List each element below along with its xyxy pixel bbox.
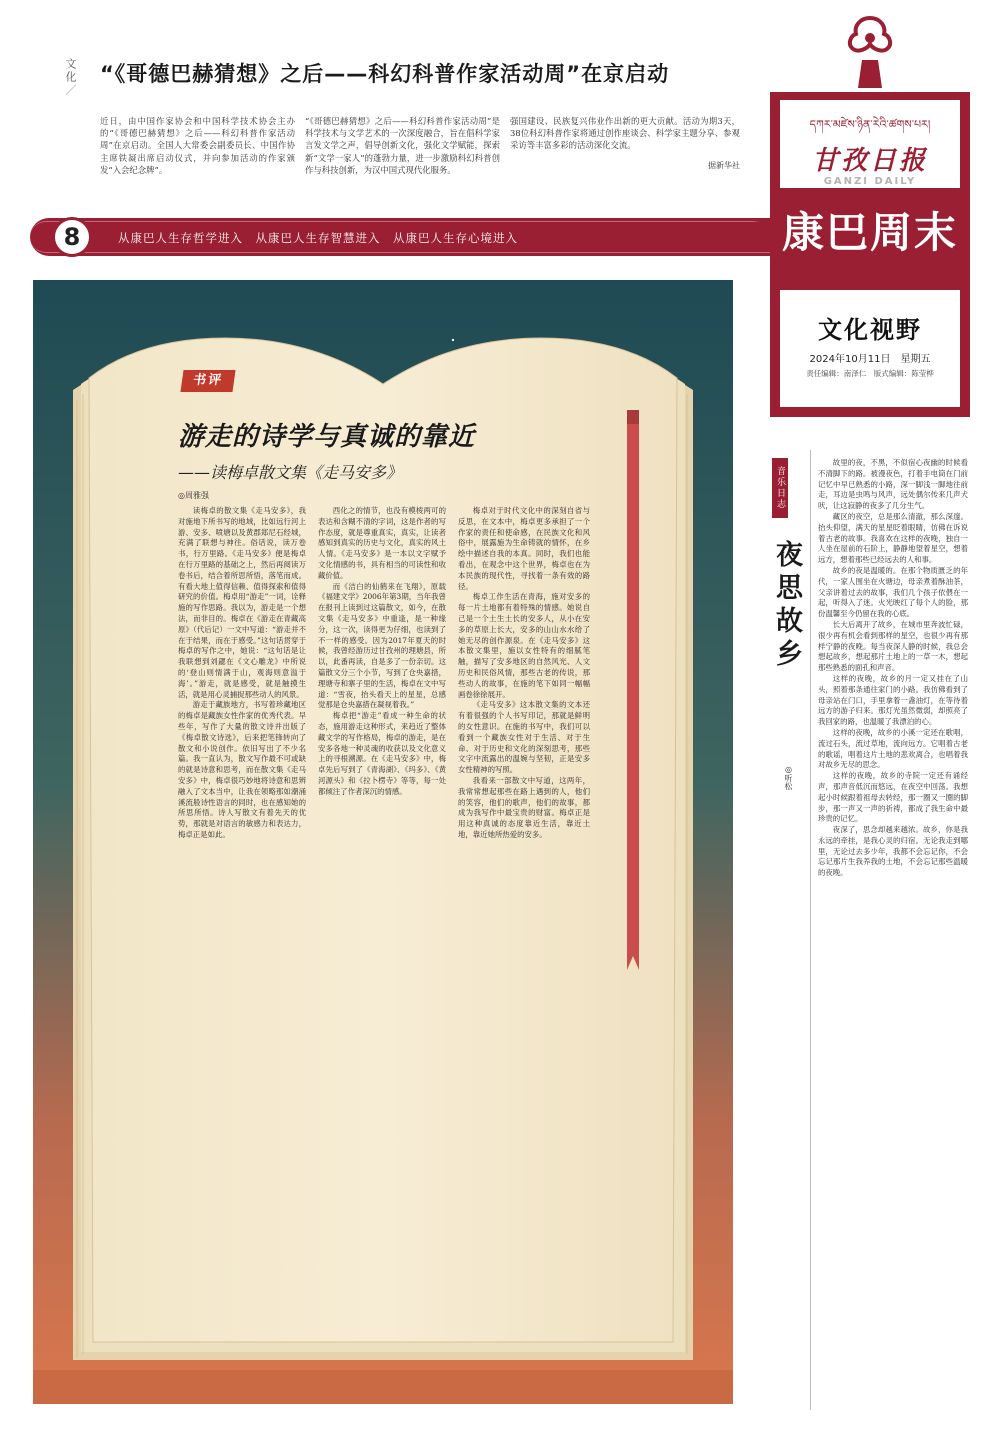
section-tag: 文化／ [64, 58, 77, 97]
essay-paragraph: 这样的夜晚，故乡的寺院一定还有诵经声，那声音低沉而悠远，在夜空中回荡。我想起小时候跟着祖母去转经，那一圈又一圈的脚步，那一声又一声的祈祷，都成了我生命中最珍贵的记忆。 [818, 771, 968, 824]
feature-paragraph: 西化之的情节，也没有模棱两可的表达和含糊不清的字词，这是作者的写作态度，就是尊重真实，真实，让读者感知到真实的历史与文化，真实的风土人情。《走马安多》是一本以文字赋予文化情感的书，具有相当的可读性和收藏价值。 [318, 506, 446, 580]
banner-slogan: 从康巴人生存哲学进入 从康巴人生存智慧进入 从康巴人生存心境进入 [118, 231, 518, 245]
essay-paragraph: 这样的夜晚，故乡的小溪一定还在歌唱，流过石头，流过草地，流向远方。它唱着古老的歌谣，唱着这片土地的悲欢离合，也唱着我对故乡无尽的思念。 [818, 727, 968, 770]
essay-paragraph: 故里的夜，不黑，不似宿心夜幽的时候看不清脚下的路。被漫夜色，打着手电筒在门前记忆中早已熟悉的小路，深一脚浅一脚地往前走，耳边是虫鸣与风声，远处偶尔传来几声犬吠，让这寂静的夜多了几分生气。 [818, 458, 968, 511]
endless-knot-logo-icon [842, 14, 898, 92]
feature-title: 游走的诗学与真诚的靠近 [178, 422, 476, 452]
top-article-column-1: 近日，由中国作家协会和中国科学技术协会主办的“《哥德巴赫猜想》之后——科幻科普作家活动周”在京启动。全国人大常委会副委员长、中国作协主席铁凝出席启动仪式，并向参加活动的作家颁发“入会纪念牌”。 [100, 116, 295, 175]
top-headline: “《哥德巴赫猜想》之后——科幻科普作家活动周”在京启动 [100, 62, 670, 86]
section-name: 文化视野 [818, 316, 922, 344]
issue-date: 2024年10月11日 星期五 [809, 354, 931, 365]
feature-paragraph: 《走马安多》这本散文集的文本还有着很强的个人书写印记，那就是鲜明的女性意识。在施的书写中，我们可以看到一个藏族女性对于生活、对于生命、对于历史和文化的深刻思考，那些文字中流露出的温婉与坚韧，正是安多女性精神的写照。 [458, 700, 590, 775]
feature-paragraph: 而《洁白的仙鹤来在飞翔》，原载《福建文学》2006年第3期，当年我曾在报刊上读到过这篇散文，如今，在散文集《走马安多》中重逢，是一种缘分，这一次，读得更为仔细，也读到了不一样的感受。因为2017年夏天的时候，我曾经游历过甘孜州的理塘县，所以，此番再读，自是多了一份亲切。这篇散文分三个小节，写到了仓央嘉措，理塘寺和寨子里的生活，梅卓在文中写道：“雪夜，抬头看天上的星星，总感觉那是仓央嘉措在凝视着我。” [318, 581, 446, 710]
feature-column-1 [178, 506, 306, 1361]
top-article-source: 据新华社 [708, 161, 740, 170]
essay-paragraph: 这样的夜晚，故乡的月一定又挂在了山头，照着那条通往家门的小路。我仿佛看到了母亲站在门口，手里拿着一盏油灯，在等待着远方的游子归来。那灯光虽然微弱，却照亮了我回家的路，也温暖了我漂泊的心。 [818, 673, 968, 727]
top-article-column-2: “《哥德巴赫猜想》之后——科幻科普作家活动周”是科学技术与文学艺术的一次深度融合，旨在倡科学家言发文学之声，倡导创新文化，强化文学赋能，探索新“文学一家人”的蓬勃力量，进一步激励科幻科普创作与科技创新，为汉中国式现代化服务。 [305, 116, 500, 175]
top-article-column-3: 强国建设、民族复兴伟业作出新的更大贡献。活动为期3天，38位科幻科普作家将通过创作座谈会、科学家主题分享、参观采访等丰富多彩的活动深化交流。 [510, 116, 740, 151]
feature-paragraph: 游走于藏族地方，书写着珍藏地区的梅卓是藏族女性作家的优秀代表。早些年，写作了大量的散文诗并出版了《梅卓散文诗选》，后来把笔锋转向了散文和小说创作。依旧写出了不少名篇。我一直认为，散文写作最不可或缺的就是诗意和思考，而在散文集《走马安多》中，梅卓很巧妙地将诗意和思辨融入了文本当中，让我在领略那如潮涌溪流般诗性语言的同时，也在感知她的所思所悟。诗人写散文有着先天的优势，那就是对语言的敏感力和表达力，梅卓正是如此。 [178, 700, 306, 839]
paper-name-english: GANZI DAILY [823, 176, 917, 187]
music-diary-tag: 音乐日志 [772, 458, 788, 518]
essay-paragraph: 夜深了，思念却越来越浓。故乡，你是我永远的牵挂，是我心灵的归宿。无论我走到哪里，无论过去多少年，我都不会忘记你，不会忘记那片生我养我的土地，不会忘记那些温暖的夜晚。 [818, 825, 968, 878]
feature-paragraph: 读梅卓的散文集《走马安多》，我对施地下所书写的地域，比如远行河上游、安多、喷塘以及黄郡郑尼石经城，充满了联想与神往。俗话说，读万卷书，行万里路。《走马安多》便是梅卓在行万里路的基础之上，然后再阅读万卷书后，结合着所思所悟，落笔而成。有看大地上值得信赖、值得探索和值得研究的价值。梅卓用“游走”一词，诠释施的写作思路。我以为，游走是一个想法，而非目的。梅卓在《游走在青藏高原》（代后记）一文中写道：“游走并不在于结果，而在于感受。”这句话贯穿于梅卓的写作之中，她说：“这句话是让我联想到刘勰在《文心雕龙》中所说的‘登山则情满于山，观海则意溢于海’。”游走，就是感受，就是触摸生活，就是用心灵捕捉那些动人的风景。 [178, 506, 306, 699]
feature-subtitle: ——读梅卓散文集《走马安多》 [178, 463, 403, 482]
weekly-title: 康巴周末 [781, 208, 958, 257]
essay-body [818, 458, 968, 1410]
feature-paragraph: 梅卓对于时代文化中的深刻自省与反思，在文本中，梅卓更多承担了一个作家的责任和使命感，在民族文化和风俗中，展露施为生命铸就的情怀，在乡绘中描述自我的本真。同时，我们也能看出，在观念中这个世界，梅卓也在为本民族的现代性，寻找着一条有效的路径。 [458, 506, 590, 591]
essay-author: ◎听松 [784, 765, 793, 790]
essay-paragraph: 藏区的夜空，总是那么清澈，那么深邃。抬头仰望，满天的星星眨着眼睛，仿佛在诉说着古老的故事。我喜欢在这样的夜晚，独自一人坐在屋前的石阶上，静静地望着星空，想着远方，想着那些已经远去的人和事。 [818, 511, 968, 565]
feature-paragraph: 梅卓工作生活在青海，施对安多的每一片土地都有着特殊的情感。她说自己是一个土生土长的安多人，从小在安多的草原上长大，安多的山山水水给了她无尽的创作源泉。在《走马安多》这本散文集里，施以女性特有的细腻笔触，描写了安多地区的自然风光、人文历史和民俗风情，那些古老的传说，那些动人的故事，在施的笔下如同一幅幅画卷徐徐展开。 [458, 592, 590, 699]
feature-column-2 [318, 506, 446, 1361]
editors-credit: 责任编辑：南泽仁 版式编辑：陈莹桦 [806, 369, 934, 378]
feature-paragraph: 我看来一部散文中写道，这两年，我常常想起那些在路上遇到的人，他们的笑容，他们的歌声，他们的故事，都成为我写作中最宝贵的财富。梅卓正是用这种真诚的态度靠近生活，靠近土地，靠近她所热爱的安多。 [458, 775, 590, 839]
page-number: 8 [52, 217, 92, 257]
column-divider [810, 450, 811, 1410]
essay-title: 夜思故乡 [771, 540, 802, 672]
feature-author: ◎周雅强 [178, 491, 209, 500]
tibetan-paper-name: དཀར་མཛེས་ཉིན་རེའི་ཚགས་པར། [809, 118, 931, 131]
paper-name: 甘孜日报 [811, 146, 928, 176]
feature-column-3 [458, 506, 590, 1361]
essay-paragraph: 长大后离开了故乡，在城市里奔波忙碌，很少再有机会看到那样的星空，也很少再有那样宁静的夜晚。每当夜深人静的时候，我总会想起故乡，想起那片土地上的一草一木，想起那些熟悉的面孔和声音。 [818, 619, 968, 673]
book-review-badge: 书评 [180, 370, 235, 392]
essay-paragraph: 故乡的夜是温暖的。在那个物质匮乏的年代，一家人围坐在火塘边，母亲煮着酥油茶，父亲讲着过去的故事，我们几个孩子依偎在一起，听得入了迷。火光映红了每个人的脸，那份温馨至今仍留在我的心底。 [818, 565, 968, 619]
feature-paragraph: 梅卓把“游走”看成一种生命的状态，施用游走这种形式，来趋近了整体藏文学的写作格局，梅卓的游走，是在安多各地一种灵魂的收获以及文化意义上的寻根溯源。在《走马安多》中，梅卓先后写到了《青海湖》、《玛多》、《黄河源头》和《拉卜楞寺》等等，每一处都倾注了作者深沉的情感。 [318, 711, 446, 796]
